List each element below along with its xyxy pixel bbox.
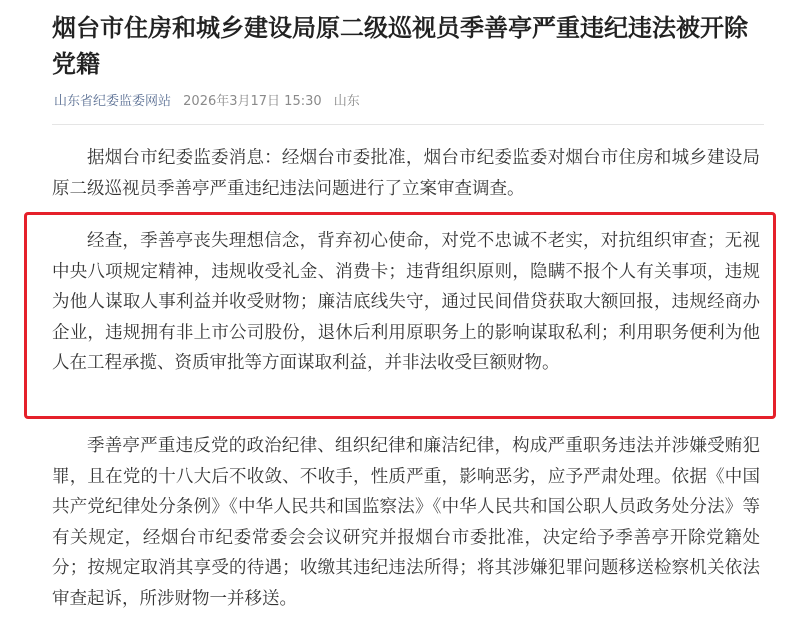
- article-source[interactable]: 山东省纪委监委网站: [54, 94, 172, 109]
- meta-divider: [52, 124, 764, 125]
- article-meta: [54, 92, 754, 112]
- article-region: 山东: [333, 94, 360, 109]
- paragraph-decision: 季善亭严重违反党的政治纪律、组织纪律和廉洁纪律，构成严重职务违法并涉嫌受贿犯罪，且在党的十八大后不收敛、不收手，性质严重，影响恶劣，应予严肃处理。依据《中国共产党纪律处分条例》《中华人民共和国监察法》《中华人民共和国公职人员政务处分法》等有关规定，经烟台市纪委常委会会议研究并报烟台市委批准，决定给予季善亭开除党籍处分；按规定取消其享受的待遇；收缴其违纪违法所得；将其涉嫌犯罪问题移送检察机关依法审查起诉，所涉财物一并移送。: [52, 436, 760, 609]
- paragraph-findings: 经查，季善亭丧失理想信念，背弃初心使命，对党不忠诚不老实，对抗组织审查；无视中央八项规定精神，违规收受礼金、消费卡；违背组织原则，隐瞒不报个人有关事项，违规为他人谋取人事利益并收受财物；廉洁底线失守，通过民间借贷获取大额回报，违规经商办企业，违规拥有非上市公司股份，退休后利用原职务上的影响谋取私利；利用职务便利为他人在工程承揽、资质审批等方面谋取利益，并非法收受巨额财物。: [52, 231, 760, 373]
- article-datetime: 2026年3月17日 15:30: [183, 94, 322, 109]
- article-title: 烟台市住房和城乡建设局原二级巡视员季善亭严重违纪违法被开除党籍: [52, 14, 748, 78]
- paragraph-intro: 据烟台市纪委监委消息：经烟台市委批准，烟台市纪委监委对烟台市住房和城乡建设局原二级巡视员季善亭严重违纪违法问题进行了立案审查调查。: [52, 148, 760, 199]
